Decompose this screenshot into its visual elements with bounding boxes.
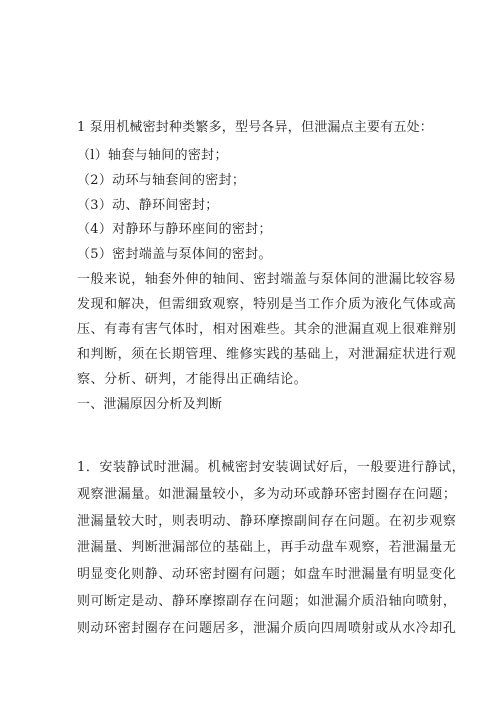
list-item-4: （4）对静环与静环座间的密封； [77,222,272,237]
paragraph-line: 明显变化则静、动环密封圈有问题；如盘车时泄漏量有明显变化 [77,567,457,582]
section-intro-line: 1 泵用机械密封种类繁多，型号各异，但泄漏点主要有五处： [77,120,434,135]
paragraph-line: 察、分析、研判，才能得出正确结论。 [77,372,308,387]
paragraph-line: 泄漏量较大时，则表明动、静环摩擦副间存在问题。在初步观察 [77,514,457,529]
list-item-1: （l）轴套与轴间的密封； [77,148,228,163]
list-item-2: （2）动环与轴套间的密封； [77,173,246,188]
paragraph-line: 1．安装静试时泄漏。机械密封安装调试好后，一般要进行静试， [77,460,466,475]
paragraph-line: 发现和解决，但需细致观察，特别是当工作介质为液化气体或高 [77,297,457,312]
paragraph-line: 压、有毒有害气体时，相对困难些。其余的泄漏直观上很难辩别 [77,322,457,337]
section-heading: 一、泄漏原因分析及判断 [77,397,223,412]
paragraph-line: 则可断定是动、静环摩擦副存在问题；如泄漏介质沿轴向喷射， [77,594,457,609]
paragraph-line: 和判断，须在长期管理、维修实践的基础上，对泄漏症状进行观 [77,347,457,362]
paragraph-line: 则动环密封圈存在问题居多，泄漏介质向四周喷射或从水冷却孔 [77,621,457,636]
list-item-3: （3）动、静环间密封； [77,198,219,213]
paragraph-line: 一般来说，轴套外伸的轴间、密封端盖与泵体间的泄漏比较容易 [77,272,457,287]
paragraph-line: 泄漏量、判断泄漏部位的基础上，再手动盘车观察，若泄漏量无 [77,540,457,555]
list-item-5: （5）密封端盖与泵体间的密封。 [77,247,272,262]
paragraph-line: 观察泄漏量。如泄漏量较小，多为动环或静环密封圈存在问题； [77,487,457,502]
